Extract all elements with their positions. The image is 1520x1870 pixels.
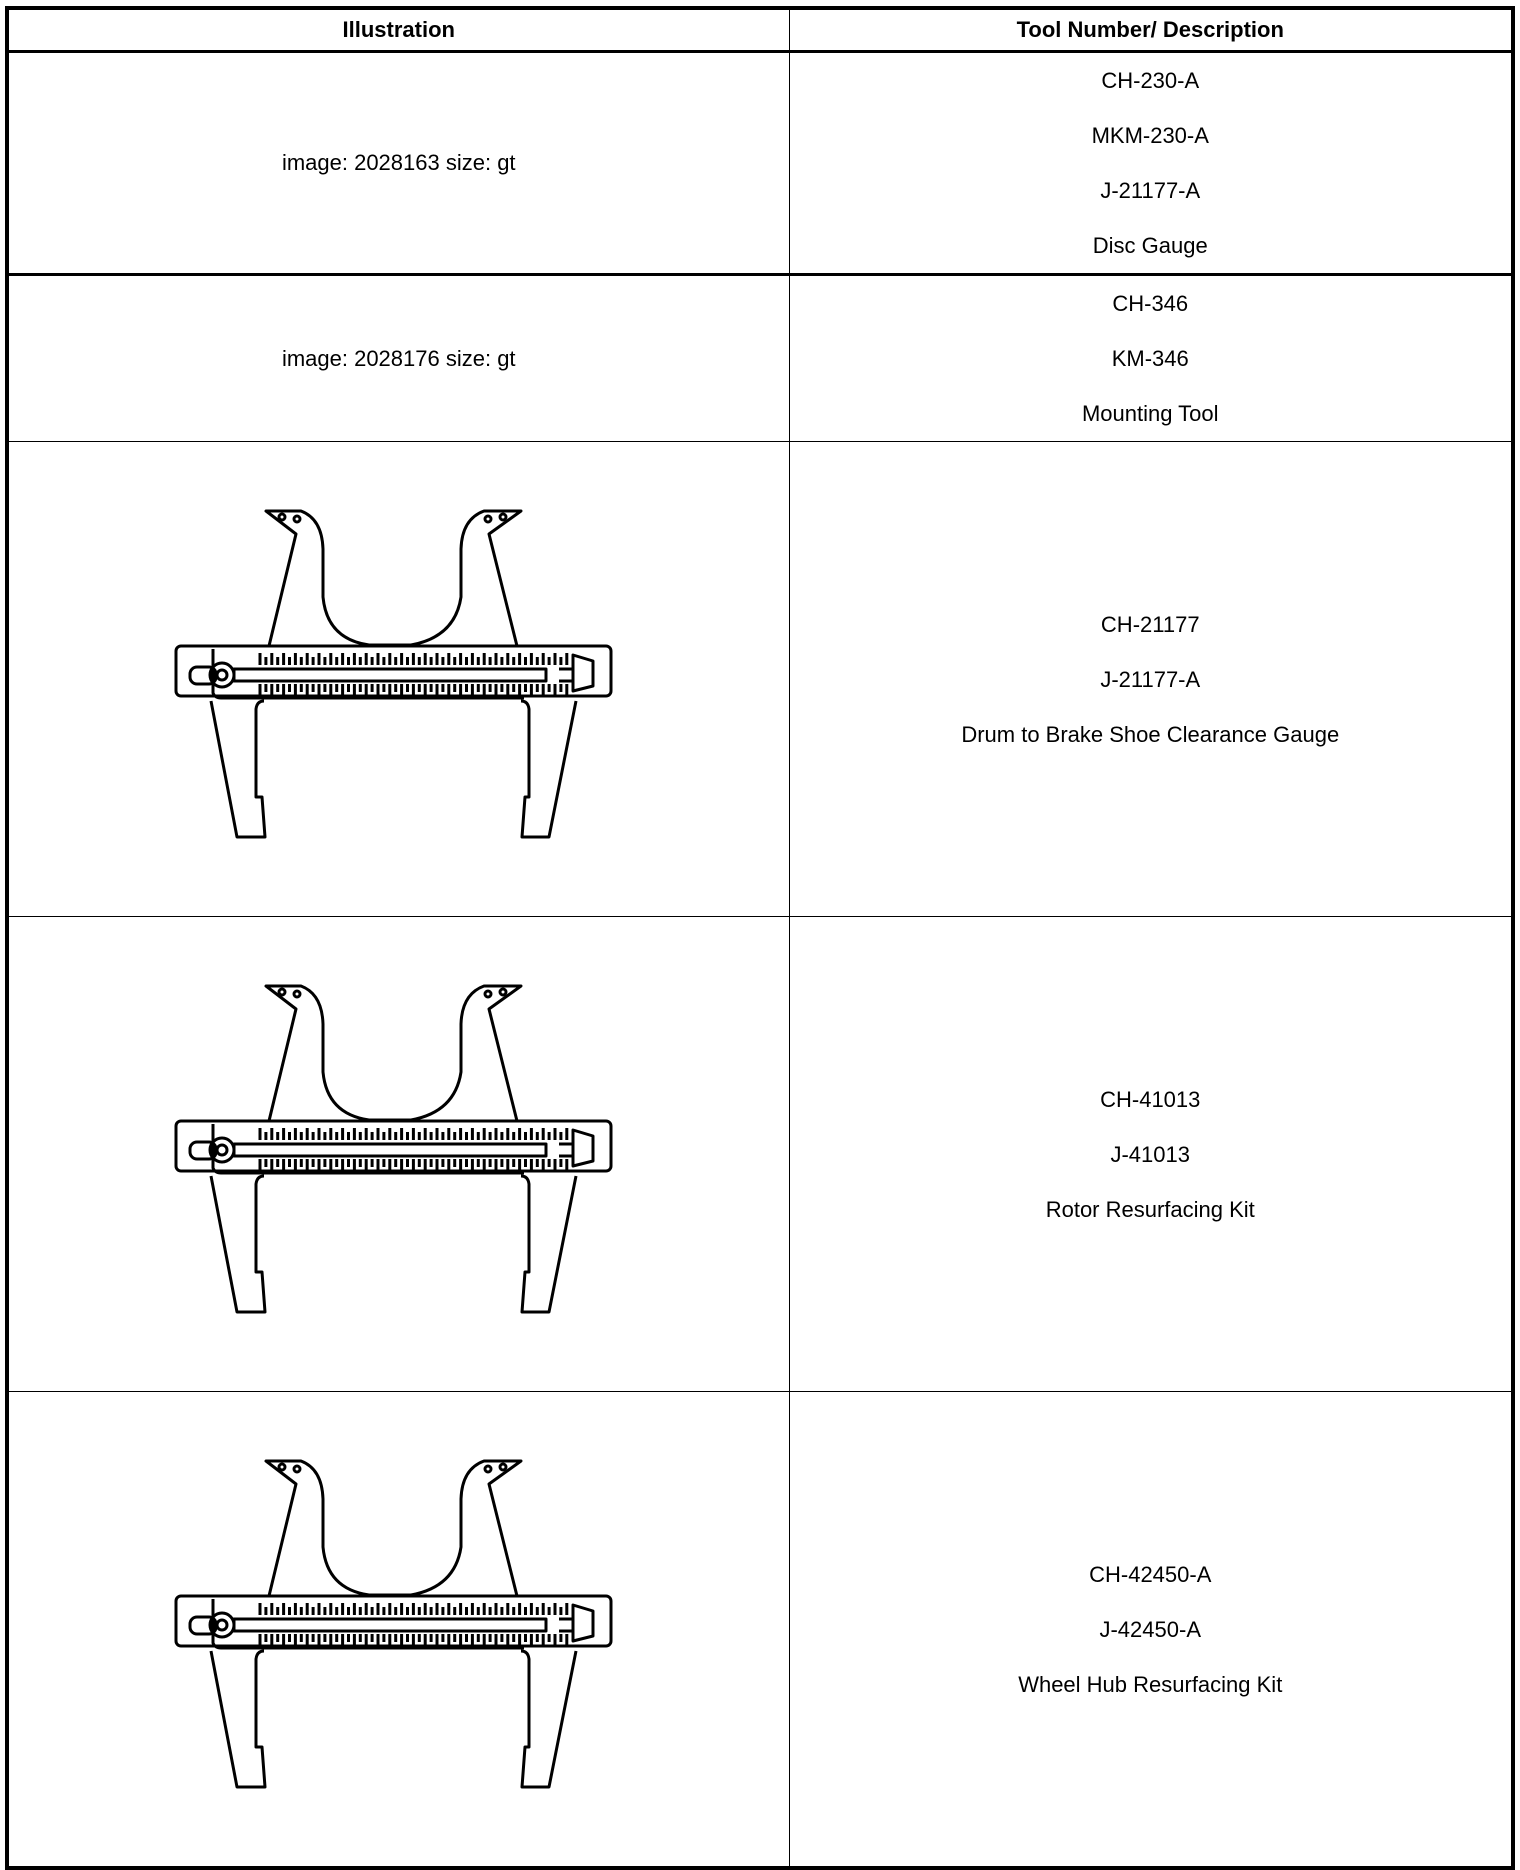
tool-name: Drum to Brake Shoe Clearance Gauge (961, 721, 1340, 747)
table-row (7, 1392, 1513, 1869)
tool-number: J-21177-A (1100, 666, 1201, 692)
tool-number: CH-21177 (1100, 611, 1200, 637)
table-row (7, 52, 1513, 275)
tool-name: Disc Gauge (1092, 233, 1208, 258)
header-tool-description: Tool Number/ Description (789, 8, 1513, 52)
tool-number: CH-230-A (1101, 68, 1200, 93)
table-row (7, 917, 1513, 1392)
caliper-gauge-icon (149, 479, 649, 879)
tool-number: KM-346 (1111, 346, 1189, 371)
tool-description (789, 52, 1513, 275)
illustration-cell (7, 917, 789, 1392)
tool-name: Rotor Resurfacing Kit (1045, 1196, 1255, 1222)
tool-number: J-41013 (1110, 1141, 1190, 1167)
tool-name: Wheel Hub Resurfacing Kit (1018, 1671, 1283, 1697)
illustration-cell (7, 1392, 789, 1869)
illustration-placeholder: image: 2028163 size: gt (7, 52, 789, 275)
header-illustration: Illustration (7, 8, 789, 52)
tool-description (789, 917, 1513, 1392)
tool-number: J-42450-A (1099, 1616, 1201, 1642)
tools-table (5, 6, 1515, 1870)
caliper-gauge-icon (149, 954, 649, 1354)
tool-number: CH-42450-A (1089, 1561, 1212, 1587)
header-row (7, 8, 1513, 52)
tool-description (789, 275, 1513, 442)
tool-description (789, 442, 1513, 917)
tool-number: J-21177-A (1100, 178, 1201, 203)
illustration-placeholder: image: 2028176 size: gt (7, 275, 789, 442)
table-row (7, 442, 1513, 917)
illustration-cell (7, 442, 789, 917)
caliper-gauge-icon (149, 1429, 649, 1829)
table-row (7, 275, 1513, 442)
tool-name: Mounting Tool (1081, 401, 1219, 426)
tool-description (789, 1392, 1513, 1869)
tool-number: CH-41013 (1100, 1086, 1201, 1112)
tool-number: CH-346 (1112, 291, 1189, 316)
tool-number: MKM-230-A (1091, 123, 1209, 148)
